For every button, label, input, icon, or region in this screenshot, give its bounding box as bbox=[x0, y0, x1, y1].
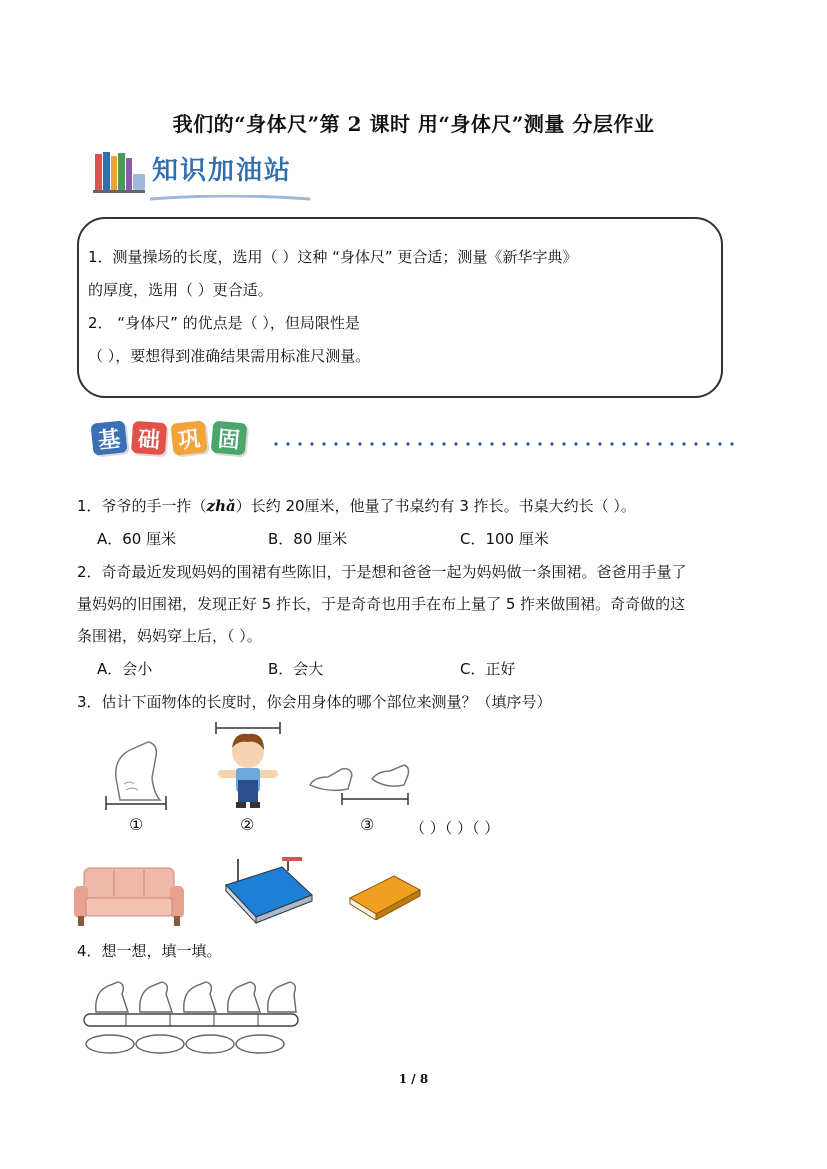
q2-option-a[interactable]: A．会小 bbox=[97, 660, 153, 678]
page-title: 我们的“身体尺”第 2 课时 用“身体尺”测量 分层作业 bbox=[172, 112, 655, 136]
q2-line-1: 2．奇奇最近发现妈妈的围裙有些陈旧，于是想和爸爸一起为妈妈做一条围裙。爸爸用手量了 bbox=[77, 563, 687, 581]
step-image bbox=[308, 755, 412, 805]
knowledge-box bbox=[77, 217, 723, 398]
knowledge-line-4: （ ），要想得到准确结果需用标准尺测量。 bbox=[88, 347, 371, 365]
q3-label-1: ① bbox=[129, 815, 144, 834]
page-number: 1 / 8 bbox=[398, 1072, 429, 1086]
tile-ji: 基 bbox=[90, 420, 127, 455]
arm-span-image bbox=[212, 722, 284, 812]
knowledge-line-3: 2． “身体尺” 的优点是（ ），但局限性是 bbox=[88, 314, 360, 332]
q3-stem: 3．估计下面物体的长度时，你会用身体的哪个部位来测量？（填序号） bbox=[77, 693, 552, 711]
section-heading-knowledge: 知识加油站 bbox=[152, 156, 293, 186]
q1-stem-a: 1．爷爷的手一拃（ bbox=[77, 497, 207, 515]
question-1 bbox=[77, 496, 636, 516]
q3-label-2: ② bbox=[240, 815, 255, 834]
book-image bbox=[348, 872, 422, 920]
heading-underline bbox=[150, 186, 310, 192]
q4-stem: 4．想一想，填一填。 bbox=[77, 942, 222, 960]
books-icon bbox=[93, 150, 145, 194]
q2-option-c[interactable]: C．正好 bbox=[460, 660, 516, 678]
q1-option-b[interactable]: B．80 厘米 bbox=[268, 530, 348, 548]
swimming-pool-image bbox=[222, 855, 316, 925]
section-heading-basics bbox=[92, 422, 262, 468]
q1-pinyin: zhǎ bbox=[206, 497, 236, 515]
sofa-image bbox=[74, 866, 184, 928]
knowledge-line-2: 的厚度，选用（ ）更合适。 bbox=[88, 281, 273, 299]
knowledge-line-1: 1．测量操场的长度，选用（ ）这种 “身体尺” 更合适；测量《新华字典》 bbox=[88, 248, 578, 266]
foot-measure-image bbox=[82, 978, 300, 1064]
q1-stem-b: ）长约 20厘米，他量了书桌约有 3 拃长。书桌大约长（ ）。 bbox=[235, 497, 636, 515]
tile-gong: 巩 bbox=[170, 420, 207, 455]
dotted-divider bbox=[270, 442, 740, 446]
q2-line-2: 量妈妈的旧围裙，发现正好 5 拃长，于是奇奇也用手在布上量了 5 拃来做围裙。奇奇做的这 bbox=[77, 595, 686, 613]
q1-option-c[interactable]: C．100 厘米 bbox=[460, 530, 549, 548]
hand-span-image bbox=[100, 738, 172, 810]
q3-label-3: ③ bbox=[360, 815, 375, 834]
tile-chu: 础 bbox=[131, 421, 167, 455]
q1-option-a[interactable]: A．60 厘米 bbox=[97, 530, 177, 548]
q2-option-b[interactable]: B．会大 bbox=[268, 660, 324, 678]
q3-answer-blanks[interactable]: （ ）（ ）（ ） bbox=[410, 819, 500, 837]
tile-gu: 固 bbox=[211, 421, 248, 456]
q2-line-3: 条围裙，妈妈穿上后，（ ）。 bbox=[77, 627, 262, 645]
